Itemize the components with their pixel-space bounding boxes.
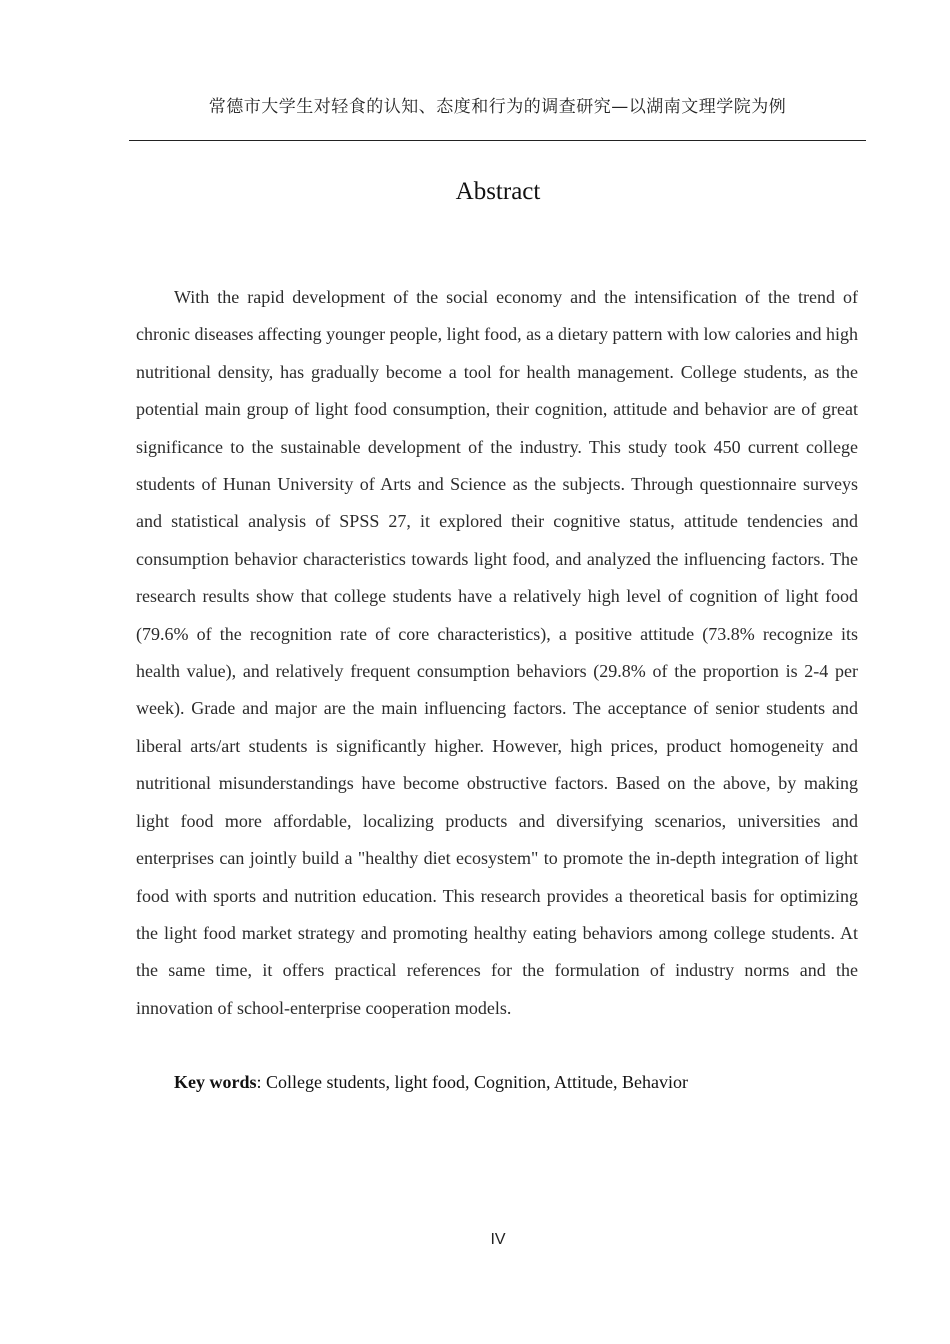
abstract-body: With the rapid development of the social economy and the intensification of the trend of chronic diseases affecting younger people, light food, as a dietary pattern with low calories and high nutritional density, has gradually become a tool for health management. College students, as the potential main group of light food consumption, their cognition, attitude and behavior are of great significance to the sustainable development of the industry. This study took 450 current college students of Hunan University of Arts and Science as the subjects. Through questionnaire surveys and statistical analysis of SPSS 27, it explored their cognitive status, attitude tendencies and consumption behavior characteristics towards light food, and analyzed the influencing factors. The research results show that college students have a relatively high level of cognition of light food (79.6% of the recognition rate of core characteristics), a positive attitude (73.8% recognize its health value), and relatively frequent consumption behaviors (29.8% of the proportion is 2-4 per week). Grade and major are the main influencing factors. The acceptance of senior students and liberal arts/art students is significantly higher. However, high prices, product homogeneity and nutritional misunderstandings have become obstructive factors. Based on the above, by making light food more affordable, localizing products and diversifying scenarios, universities and enterprises can jointly build a "healthy diet ecosystem" to promote the in-depth integration of light food with sports and nutrition education. This research provides a theoretical basis for optimizing the light food market strategy and promoting healthy eating behaviors among college students. At the same time, it offers practical references for the formulation of industry norms and the innovation of school-enterprise cooperation models. <box>136 287 858 1018</box>
page-number: IV <box>490 1231 506 1248</box>
keywords-list: College students, light food, Cognition, Attitude, Behavior <box>266 1072 688 1092</box>
header-rule <box>129 140 866 141</box>
abstract-title: Abstract <box>455 178 541 205</box>
running-header: 常德市大学生对轻食的认知、态度和行为的调查研究—以湖南文理学院为例 <box>208 97 787 117</box>
keywords-label: Key words <box>174 1072 257 1092</box>
keywords-separator: : <box>256 1072 267 1092</box>
keywords-line <box>174 1066 858 1098</box>
